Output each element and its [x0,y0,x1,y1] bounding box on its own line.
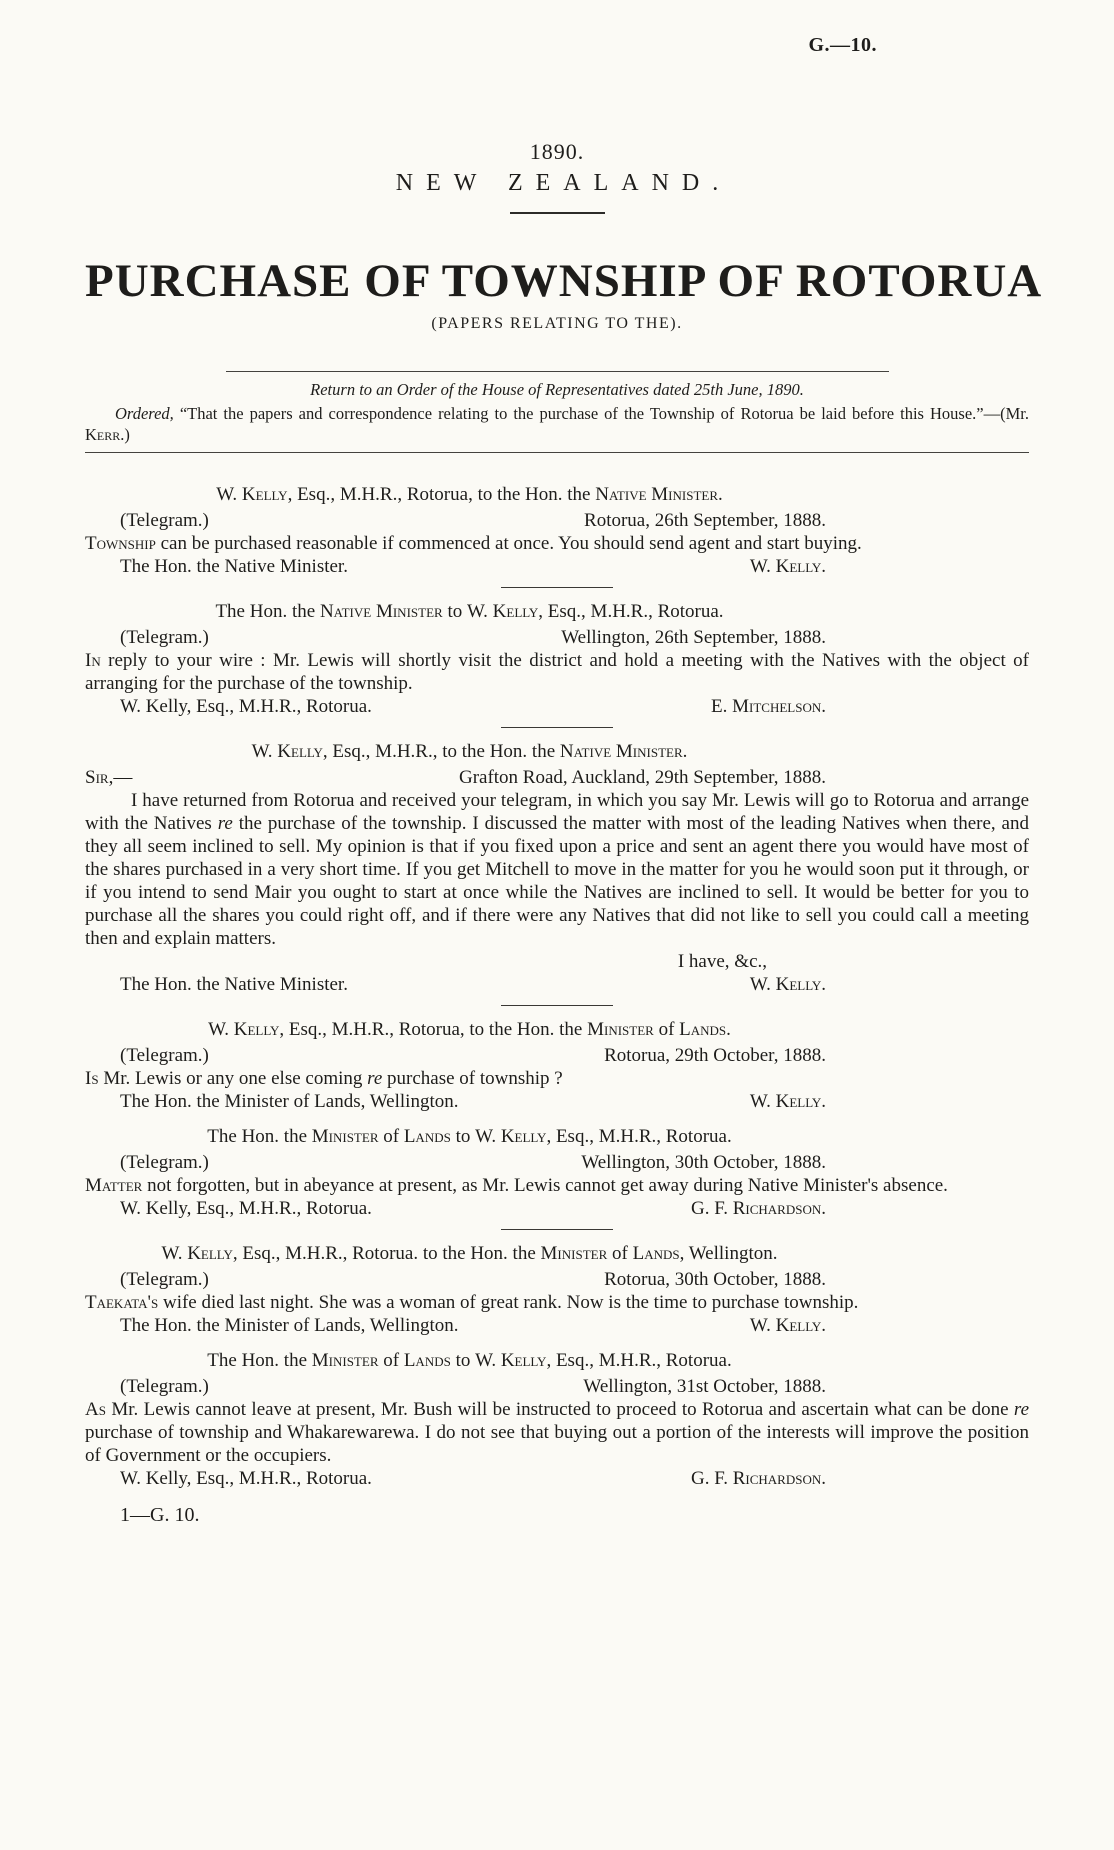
letter-body: Taekata's wife died last night. She was a woman of great rank. Now is the time to purchase township. [85,1292,859,1313]
letter-divider [501,1229,613,1230]
letter-meta [85,1375,1029,1398]
letter-heading: W. Kelly, Esq., M.H.R., to the Hon. the Native Minister. [251,741,688,762]
letter-meta-left [85,1044,209,1067]
letter-addressee: W. Kelly, Esq., M.H.R., Rotorua. [120,1198,372,1219]
country-title: NEW ZEALAND. [395,170,732,196]
letter-dateline: Wellington, 26th September, 1888. [561,627,826,648]
letter-footer [85,1467,1029,1490]
document-subtitle: (PAPERS RELATING TO THE). [431,315,683,332]
letter-body: Township can be purchased reasonable if commenced at once. You should send agent and start buying. W. Kelly. [85,533,862,577]
letter-salutation: Sir,— [85,767,133,788]
letter-meta-left [85,626,209,649]
letter-signature: G. F. Richardson. [690,1468,826,1489]
letter-heading: W. Kelly, Esq., M.H.R., Rotorua, to the Hon. the Minister of Lands. [208,1019,731,1040]
page-footer-ref: 1—G. 10. [120,1504,200,1526]
telegram-label: (Telegram.) [120,1376,209,1397]
letter-meta [85,626,1029,649]
letter-meta-left [85,509,209,532]
letter-addressee: W. Kelly, Esq., M.H.R., Rotorua. [120,1468,372,1489]
order-return-line: Return to an Order of the House of Representatives dated 25th June, 1890. [310,380,804,399]
letter-signature: W. Kelly. [749,1091,826,1112]
telegram-label: (Telegram.) [120,1045,209,1066]
telegram-label: (Telegram.) [120,627,209,648]
letter-signature: W. Kelly. [749,1315,826,1336]
letter-meta [85,766,1029,789]
letter-meta-left [85,766,132,789]
order-block [85,371,1029,453]
letter-body: In reply to your wire : Mr. Lewis will shortly visit the district and hold a meeting with the Natives with the object of arranging for the purchase of the township. [85,650,1029,694]
letters [85,483,1029,1490]
letter-divider [501,727,613,728]
letter-footer [85,1314,1029,1337]
letter-footer [85,695,1029,718]
telegram-label: (Telegram.) [120,1269,209,1290]
letter-dateline: Rotorua, 26th September, 1888. [584,510,826,531]
letter-meta-left [85,1375,209,1398]
letter-divider [501,587,613,588]
letter-closing: I have, &c., [677,951,767,972]
letter [85,1018,1029,1113]
letter-heading: The Hon. the Minister of Lands to W. Kelly, Esq., M.H.R., Rotorua. [207,1350,732,1371]
letter-heading: The Hon. the Minister of Lands to W. Kelly, Esq., M.H.R., Rotorua. [207,1126,732,1147]
letter-addressee: The Hon. the Native Minister. [120,556,348,577]
letter-divider [501,1005,613,1006]
letter-addressee: The Hon. the Minister of Lands, Wellington. [120,1091,459,1112]
letter-footer [85,1090,1029,1113]
letter-dateline: Rotorua, 29th October, 1888. [604,1045,826,1066]
letter [85,740,1029,1006]
masthead [85,139,1029,214]
letter-dateline: Grafton Road, Auckland, 29th September, 1888. [458,767,826,788]
letter-meta [85,1268,1029,1291]
letter-heading: W. Kelly, Esq., M.H.R., Rotorua, to the Hon. the Native Minister. [216,484,723,505]
letter-meta [85,509,1029,532]
letter-footer [85,555,750,578]
order-rule-top [226,371,889,372]
letter-body: As Mr. Lewis cannot leave at present, Mr. Bush will be instructed to proceed to Rotorua and ascertain what can be done re purchase of township and Whakarewarewa. I do not see that buying out a portion of the interests will improve the position of Government or the occupiers. [85,1399,1029,1466]
document-title: PURCHASE OF TOWNSHIP OF ROTORUA [85,255,1043,307]
letter-signature: W. Kelly. [749,974,826,995]
letter-dateline: Rotorua, 30th October, 1888. [604,1269,826,1290]
letter-body: I have returned from Rotorua and received your telegram, in which you say Mr. Lewis will go to Rotorua and arrange with the Natives re the purchase of the township. I discussed the matter with most of the leading Natives when there, and they all seem inclined to sell. My opinion is that if you fixed upon a price and sent an agent there you would have most of the shares purchased in a very short time. If you get Mitchell to move in the matter for you he would soon put it through, or if you intend to send Mair you ought to start at once while the Natives are inclined to sell. It would be better for you to purchase all the shares you could right off, and if there were any Natives that did not like to sell you could call a meeting then and explain matters. [85,790,1029,949]
letter-meta-left [85,1268,209,1291]
letter [85,1242,1029,1337]
letter-body: Is Mr. Lewis or any one else coming re purchase of township ? [85,1068,563,1089]
telegram-label: (Telegram.) [120,1152,209,1173]
page-ref: G.—10. [808,34,877,56]
letter-meta [85,1151,1029,1174]
masthead-rule [510,212,605,214]
letter-footer [85,1197,1029,1220]
letter-signature: G. F. Richardson. [690,1198,826,1219]
letter-heading: The Hon. the Native Minister to W. Kelly, Esq., M.H.R., Rotorua. [215,601,724,622]
letter-addressee: W. Kelly, Esq., M.H.R., Rotorua. [120,696,372,717]
letter-dateline: Wellington, 30th October, 1888. [581,1152,826,1173]
letter-meta [85,1044,1029,1067]
letter-addressee: The Hon. the Native Minister. [120,974,348,995]
order-ordered-line: Ordered, “That the papers and correspondence relating to the purchase of the Township of Rotorua be laid before this House.”—(Mr. Kerr.) [85,404,1029,444]
year: 1890. [529,139,585,164]
letter [85,1349,1029,1490]
letter-body: Matter not forgotten, but in abeyance at present, as Mr. Lewis cannot get away during Native Minister's absence. [85,1175,948,1196]
order-rule-bottom [85,452,1029,453]
letter-meta-left [85,1151,209,1174]
letter-heading: W. Kelly, Esq., M.H.R., Rotorua. to the Hon. the Minister of Lands, Wellington. [161,1243,778,1264]
telegram-label: (Telegram.) [120,510,209,531]
letter [85,1125,1029,1230]
letter-signature: E. Mitchelson. [711,696,826,717]
letter [85,483,1029,588]
letter-footer [85,973,1029,996]
letter-dateline: Wellington, 31st October, 1888. [583,1376,826,1397]
letter-addressee: The Hon. the Minister of Lands, Wellington. [120,1315,459,1336]
letter [85,600,1029,728]
